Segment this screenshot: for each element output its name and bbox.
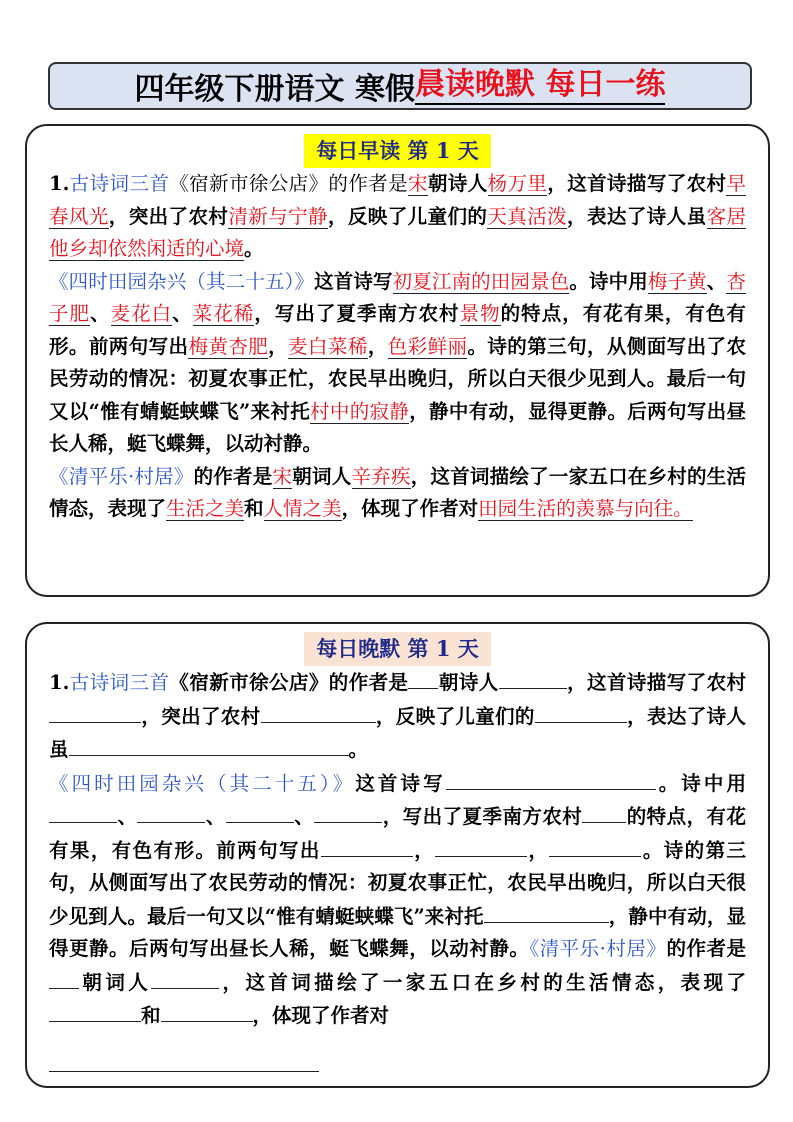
answer: 人情之美: [263, 497, 342, 520]
fill-blank[interactable]: [408, 666, 438, 689]
answer: 天真活泼: [487, 204, 568, 228]
title-black-part: 四年级下册语文 寒假: [134, 72, 415, 107]
item-number: 1.: [49, 671, 70, 694]
answer: 客居他乡却依然闲适的心境: [49, 204, 746, 260]
poem-title: 《清平乐·村居》: [529, 937, 667, 960]
evening-heading-label: 每日晚默 第 1 天: [304, 632, 491, 666]
morning-paragraph-3: [49, 461, 746, 526]
text: 、: [90, 302, 111, 325]
text: ，反映了儿童们的: [327, 204, 488, 228]
evening-heading: [27, 632, 768, 666]
text: ，: [367, 334, 388, 358]
fill-blank[interactable]: [435, 834, 527, 857]
worksheet-title: [48, 62, 752, 110]
answer: 村中的寂静: [310, 399, 410, 423]
answer: 景物: [459, 302, 501, 325]
text: ，: [412, 838, 436, 862]
answer: 麦白菜稀: [288, 334, 368, 358]
text: ，这首诗描写了农村: [566, 671, 746, 694]
text: 、: [293, 805, 315, 828]
evening-paragraph-1: [49, 666, 746, 767]
answer: 早春风光: [49, 172, 746, 228]
text: 这首诗写: [355, 771, 446, 795]
fill-blank[interactable]: [137, 800, 205, 823]
title-red-part: 晨读晚默 每日一练: [415, 67, 665, 105]
text: 朝词人: [292, 464, 352, 488]
morning-reading-card: [25, 124, 770, 597]
fill-blank[interactable]: [484, 900, 609, 923]
text: ，表达了诗人虽: [49, 704, 746, 761]
section-title: 古诗词三首: [69, 172, 170, 195]
text: ，这首词描绘了一家五口在乡村的生活情态，表现了: [219, 970, 746, 994]
fill-blank[interactable]: [499, 666, 567, 689]
text: 的特点，有花有果，有色有形。前两句写出: [49, 805, 746, 862]
text: 这首诗写: [314, 269, 393, 293]
item-number: 1.: [49, 172, 70, 195]
text: ，静中有动，显得更静。后两句写出昼长人稀，蜓飞蝶舞，以动衬静。: [49, 904, 746, 960]
morning-heading: [27, 134, 768, 168]
poem-title: 《四时田园杂兴（其二十五）》: [49, 269, 315, 293]
fill-blank[interactable]: [151, 966, 219, 989]
answer: 杨万里: [487, 172, 548, 195]
text: 的特点，有花有果，有色有形。前两句写出: [49, 302, 746, 358]
text: ，表达了诗人虽: [567, 204, 707, 228]
answer: 麦花白: [110, 302, 173, 325]
morning-paragraph-1: [49, 168, 746, 266]
text: 朝诗人: [427, 172, 488, 195]
text: 、: [706, 269, 727, 293]
text: 、: [117, 805, 138, 828]
answer: 生活之美: [166, 497, 245, 520]
text: 的作者是: [193, 464, 273, 488]
text: ，: [527, 838, 550, 862]
fill-blank[interactable]: [549, 834, 641, 857]
text: 《宿新市徐公店》的作者是: [169, 671, 409, 694]
section-title: 古诗词三首: [69, 671, 170, 694]
answer: 辛弃疾: [351, 464, 411, 488]
answer: 梅黄杏肥: [188, 334, 269, 358]
fill-blank[interactable]: [582, 800, 626, 823]
text: 朝词人: [79, 970, 152, 994]
text: 。诗的第三句，从侧面写出了农民劳动的情况：初夏农事正忙，农民早出晚归，所以白天很少见到人。最后一句又以“惟有蜻蜓蛱蝶飞”来衬托: [49, 838, 746, 928]
evening-dictation-card: [25, 622, 770, 1088]
answer: 宋: [272, 464, 293, 488]
morning-heading-label: 每日早读 第 1 天: [304, 134, 491, 168]
evening-paragraph-2: [49, 767, 746, 1033]
text: ，: [268, 334, 289, 358]
text: 朝诗人: [438, 671, 499, 694]
text: ，突出了农村: [141, 704, 261, 728]
fill-blank[interactable]: [535, 700, 627, 723]
text: 。诗中用: [655, 771, 746, 795]
text: 。: [244, 237, 264, 260]
fill-blank[interactable]: [49, 700, 141, 723]
answer: 宋: [408, 172, 428, 195]
fill-blank[interactable]: [446, 767, 656, 790]
text: 的作者是: [666, 937, 746, 960]
text: ，这首诗描写了农村: [547, 172, 727, 195]
text: 。: [348, 738, 369, 761]
text: 、: [172, 302, 193, 325]
text: ，这首词描绘了一家五口在乡村的生活情态，表现了: [49, 464, 746, 520]
text: ，突出了农村: [108, 204, 229, 228]
answer: 色彩鲜丽: [387, 334, 468, 358]
answer: 清新与宁静: [228, 204, 328, 228]
fill-blank[interactable]: [69, 733, 349, 756]
poem-title: 《清平乐·村居》: [49, 464, 194, 488]
fill-blank[interactable]: [49, 1049, 319, 1072]
answer: 初夏江南的田园景色: [392, 269, 570, 293]
text: ，反映了儿童们的: [375, 704, 535, 728]
answer: 杏子肥: [49, 269, 746, 325]
text: ，静中有动，显得更静。后两句写出昼长人稀，蜓飞蝶舞，以动衬静。: [49, 399, 746, 455]
text: ，写出了夏季南方农村: [254, 302, 460, 325]
fill-blank[interactable]: [49, 800, 117, 823]
fill-blank[interactable]: [49, 966, 79, 989]
text: 《宿新市徐公店》的作者是: [169, 172, 409, 195]
poem-title: 《四时田园杂兴（其二十五）》: [49, 771, 356, 795]
text: 。诗中用: [569, 269, 648, 293]
fill-blank[interactable]: [314, 800, 382, 823]
morning-paragraph-2: [49, 266, 746, 461]
fill-blank[interactable]: [261, 700, 376, 723]
answer: 梅子黄: [647, 269, 707, 293]
fill-blank[interactable]: [321, 834, 413, 857]
fill-blank[interactable]: [161, 999, 253, 1022]
text: 和: [244, 497, 264, 520]
fill-blank[interactable]: [226, 800, 294, 823]
answer: 田园生活的羡慕与向往。: [478, 497, 693, 520]
answer: 菜花稀: [192, 302, 255, 325]
text: 。诗的第三句，从侧面写出了农民劳动的情况：初夏农事正忙，农民早出晚归，所以白天很少见到人。最后一句又以“惟有蜻蜓蛱蝶飞”来衬托: [49, 334, 746, 423]
final-blank-row: [49, 1049, 746, 1076]
text: 和: [141, 1004, 161, 1027]
text: 、: [205, 805, 226, 828]
text: ，体现了作者对: [341, 497, 479, 520]
text: ，写出了夏季南方农村: [382, 805, 583, 828]
text: ，体现了作者对: [252, 1004, 390, 1027]
fill-blank[interactable]: [49, 999, 141, 1022]
